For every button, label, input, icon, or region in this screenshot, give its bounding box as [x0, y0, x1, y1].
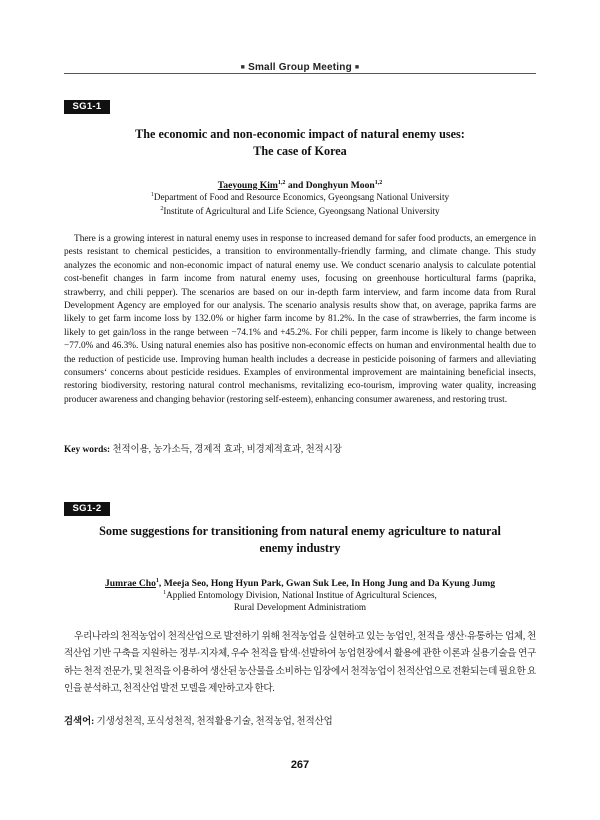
keywords-value: 기생성천적, 포식성천적, 천적활용기술, 천적농업, 천적산업	[96, 717, 333, 727]
keywords-label: 검색어:	[64, 717, 95, 727]
affiliation-line: Rural Development Administratiom	[233, 601, 367, 612]
keywords-label: Key words:	[64, 445, 111, 455]
keywords-line	[64, 716, 536, 728]
paper-title	[64, 126, 536, 160]
header-square-left: ■	[240, 64, 246, 71]
author-connector: and	[287, 180, 304, 192]
section-title: Small Group Meeting	[248, 62, 352, 73]
abstract-text: 우리나라의 천적농업이 천적산업으로 발전하기 위해 천적농업을 실현하고 있는 농업인, 천적을 생산·유통하는 업체, 천적산업 기반 구축을 지원하는 정부·지자체, 우수 천적을 탐색·선발하여 농업현장에서 활용에 관한 이론과 실용기술을 연구하는 천적 전문가, 및 천적을 이용하여 생산된 농산물을 소비하는 입장에서 천적농업이 천적산업으로 전환되는데 필요한 요인을 분석하고, 천적산업 발전 모델을 제안하고자 한다.	[64, 631, 536, 694]
presenter-name: Taeyoung Kim	[217, 180, 278, 192]
title-line: enemy industry	[259, 541, 341, 555]
author-affiliation-mark: 1,2	[374, 180, 383, 186]
header-rule	[64, 73, 536, 74]
co-author-names: , Meeja Seo, Hong Hyun Park, Gwan Suk Lee, In Hong Jung and Da Kyung Jumg	[158, 578, 495, 590]
title-line: Some suggestions for transitioning from natural enemy agriculture to natural	[99, 524, 501, 538]
page-number: 267	[290, 759, 310, 771]
presenter-name: Jumrae Cho	[104, 578, 156, 590]
affiliation-list	[64, 190, 536, 217]
abstract-text: There is a growing interest in natural enemy uses in response to increased demand for safer food products, an emergence in pests resistant to chemical pesticides, a transition to environmentally-friendly farming, and climate change. This study analyzes the economic and non-economic impact of natural enemy use. We conduct scenario analysis to calculate potential cost-benefit changes in farm income from natural enemy uses, focusing on greenhouse horticultural farms (paprika, strawberry, and chili pepper). The scenarios are based on our in-depth farm interview, and farm income data from Rural Development Agency are employed for our analysis. The scenario analysis results show that, on average, paprika farms are likely to get farm income loss by 132.0% or higher farm income by 81.2%. In the case of strawberries, the farm income is likely to get gain/loss in the range between −74.1% and +45.2%. For chili pepper, farm income is likely to change between −77.0% and 46.3%. Using natural enemies also has positive non-economic effects on human and environmental health due to the reduction of pesticide use. Improving human health includes a decrease in pesticide poisoning of farmers and alleviating consumers‘ concerns about pesticide residues. Examples of environmental improvement are maintaining beneficial insects, restoring biodiversity, restoring natural control mechanisms, revitalizing eco-tourism, improving water quality, increasing producer awareness and changing behavior (restoring self-esteem), enhancing consumer awareness, and restoring trust.	[64, 234, 536, 405]
header-square-right: ■	[354, 64, 360, 71]
keywords-line	[64, 444, 536, 456]
keywords-value: 천적이용, 농가소득, 경제적 효과, 비경제적효과, 천적시장	[112, 445, 342, 455]
author-name: Donghyun Moon	[305, 180, 375, 192]
paper-title	[64, 523, 536, 557]
author-affiliation-mark: 1	[155, 578, 159, 584]
affiliation-line: $^2$Institute of Agricultural and Life Science, Gyeongsang National University	[160, 205, 440, 216]
affiliation-line: $^1$Department of Food and Resource Economics, Gyeongsang National University	[150, 192, 450, 203]
title-line: The economic and non-economic impact of natural enemy uses:	[135, 127, 465, 141]
author-affiliation-mark: 1,2	[277, 180, 286, 186]
session-tag: SG1-2	[64, 502, 110, 516]
title-line: The case of Korea	[253, 144, 347, 158]
session-tag: SG1-1	[64, 100, 110, 114]
affiliation-list	[64, 588, 536, 613]
affiliation-line: $^1$Applied Entomology Division, National Institue of Agricultural Sciences,	[163, 590, 437, 601]
